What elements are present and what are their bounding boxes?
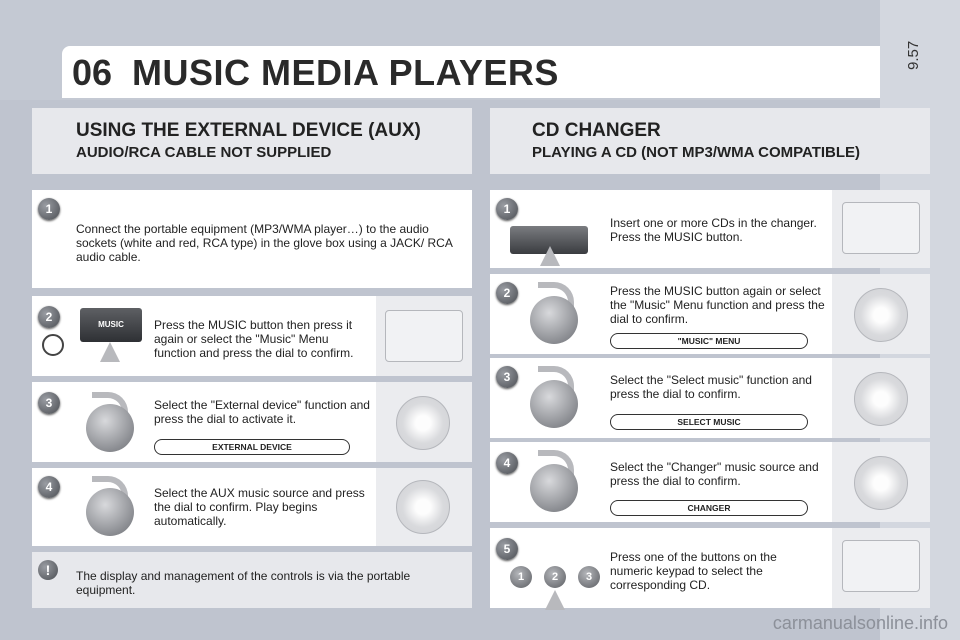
dial-icon (86, 488, 134, 536)
right-step-1-text: Insert one or more CDs in the changer. Press the MUSIC button. (610, 216, 817, 244)
dial-control-icon (854, 456, 908, 510)
note-text: The display and management of the controls is via the portable equipment. (76, 569, 411, 597)
left-step-4-text: Select the AUX music source and press the dial to confirm. Play begins automatically. (154, 486, 365, 528)
arrow-up-icon (545, 590, 565, 610)
step-badge: 2 (496, 282, 518, 304)
dial-control-icon (396, 480, 450, 534)
step-badge: 3 (496, 366, 518, 388)
radio-unit-icon (842, 202, 920, 254)
dial-icon (530, 296, 578, 344)
step-badge: 2 (38, 306, 60, 328)
left-step-3-text: Select the "External device" function and press the dial to activate it. (154, 398, 370, 426)
step-badge: 3 (38, 392, 60, 414)
step-badge: 4 (496, 452, 518, 474)
dial-control-icon (396, 396, 450, 450)
menu-label-pill: "MUSIC" MENU (610, 333, 808, 349)
warning-icon: ! (38, 560, 58, 580)
right-step-2-text: Press the MUSIC button again or select the "Music" Menu function and press the dial to confirm. (610, 284, 825, 326)
dial-icon (530, 464, 578, 512)
dial-control-icon (854, 372, 908, 426)
right-section-title: CD CHANGER (532, 120, 661, 141)
arrow-up-icon (540, 246, 560, 266)
dial-icon (86, 404, 134, 452)
left-step-1-text: Connect the portable equipment (MP3/WMA player…) to the audio sockets (white and red, RCA type) in the glove box using a JACK/ RCA audio cable. (76, 222, 453, 264)
music-button: MUSIC (80, 308, 142, 342)
key-3-icon: 3 (578, 566, 600, 588)
left-section-subtitle: AUDIO/RCA CABLE NOT SUPPLIED (76, 144, 332, 161)
page-number: 9.57 (905, 40, 922, 70)
key-1-icon: 1 (510, 566, 532, 588)
right-step-4-text: Select the "Changer" music source and press the dial to confirm. (610, 460, 819, 488)
radio-unit-icon (842, 540, 920, 592)
left-section-title: USING THE EXTERNAL DEVICE (AUX) (76, 120, 421, 141)
watermark: carmanualsonline.info (772, 613, 948, 633)
step-badge: 5 (496, 538, 518, 560)
menu-label-pill: SELECT MUSIC (610, 414, 808, 430)
key-2-icon: 2 (544, 566, 566, 588)
dial-icon (530, 380, 578, 428)
chapter-number: 06 (72, 52, 113, 93)
right-step-5-text: Press one of the buttons on the numeric keypad to select the corresponding CD. (610, 550, 777, 592)
arrow-up-icon (100, 342, 120, 362)
step-badge: 1 (496, 198, 518, 220)
menu-label-pill: EXTERNAL DEVICE (154, 439, 350, 455)
step-badge: 1 (38, 198, 60, 220)
page-title: MUSIC MEDIA PLAYERS (132, 52, 559, 93)
menu-label-pill: CHANGER (610, 500, 808, 516)
left-step-2-text: Press the MUSIC button then press it again or select the "Music" Menu function and press the dial to confirm. (154, 318, 354, 360)
usb-icon (42, 334, 64, 356)
dial-control-icon (854, 288, 908, 342)
radio-unit-icon (385, 310, 463, 362)
right-step-3-text: Select the "Select music" function and press the dial to confirm. (610, 373, 812, 401)
step-badge: 4 (38, 476, 60, 498)
right-section-subtitle: PLAYING A CD (NOT MP3/WMA COMPATIBLE) (532, 144, 861, 161)
